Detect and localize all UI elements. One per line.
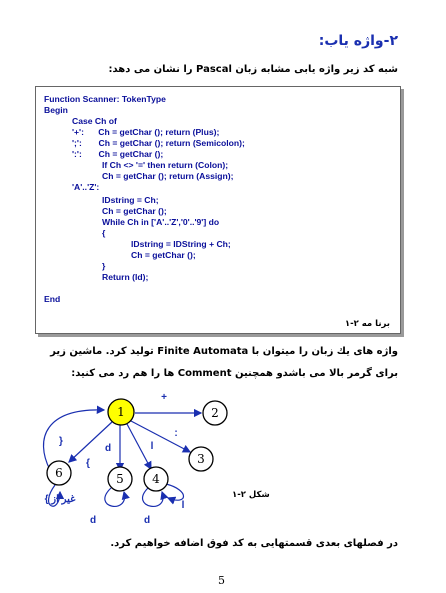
state-label: 5 <box>116 472 124 486</box>
edge-close-brace <box>44 410 104 470</box>
edge-label: : <box>174 428 178 439</box>
edge-open-brace <box>69 422 112 462</box>
code-line: IDstring = Ch; <box>102 195 159 205</box>
intro-text: شبه کد زیر واژه یابی مشابه زبان Pascal را نشان می دهد: <box>108 64 398 75</box>
finite-automaton-diagram <box>0 380 446 530</box>
edge-label: { <box>86 458 90 469</box>
code-line: '+': Ch = getChar (); return (Plus); <box>72 127 220 137</box>
code-line: If Ch <> '=' then return (Colon); <box>102 160 229 170</box>
code-line: { <box>102 228 106 238</box>
code-listing <box>36 87 400 333</box>
code-line: Return (Id); <box>102 272 149 282</box>
code-line: Case Ch of <box>72 116 117 126</box>
page-number: 5 <box>218 574 225 587</box>
edge-label: l <box>181 500 185 511</box>
state-label: 4 <box>152 472 160 486</box>
code-line: Ch = getChar (); return (Assign); <box>102 171 234 181</box>
edge-label: } <box>59 436 63 447</box>
edge-label: + <box>161 392 167 403</box>
edge-letter <box>127 424 151 469</box>
edge-label: d <box>89 515 97 526</box>
edge-label: l <box>150 441 154 452</box>
state-label: 1 <box>117 405 125 419</box>
code-line: Function Scanner: TokenType <box>44 94 166 104</box>
code-line: Ch = getChar (); <box>131 250 196 260</box>
code-line: ':': Ch = getChar (); <box>72 149 164 159</box>
code-line: While Ch in ['A'..'Z','0'..'9'] do <box>102 217 220 227</box>
paragraph: در فصلهای بعدی قسمتهایی به کد فوق اضافه خواهیم کرد. <box>110 538 398 549</box>
code-line: Ch = getChar (); <box>102 206 167 216</box>
figure-caption: شکل ۲-۱ <box>232 490 270 500</box>
code-line: ';': Ch = getChar (); return (Semicolon); <box>72 138 245 148</box>
code-line: 'A'..'Z': <box>72 182 100 192</box>
section-heading: ۲-واژه یاب: <box>318 33 398 49</box>
code-caption: برنا مه ۲-۱ <box>344 319 390 329</box>
edge-label: غیر از } <box>44 494 76 505</box>
state-label: 3 <box>197 452 205 466</box>
code-line: } <box>102 261 106 271</box>
code-line: IDstring = IDString + Ch; <box>131 239 231 249</box>
paragraph: واژه های یك زبان را میتوان با Finite Automata تولید کرد. ماشین زیر برای گرمر بالا می باشدو همچنین Comment ها را هم رد می کنید: <box>50 346 398 379</box>
edge-label: d <box>143 515 151 526</box>
code-listing-box <box>35 86 401 334</box>
code-line: End <box>44 294 61 304</box>
code-line: Begin <box>44 105 68 115</box>
state-label: 2 <box>211 406 219 420</box>
state-label: 6 <box>55 466 63 480</box>
edge-label: d <box>104 443 112 454</box>
loop-4-l <box>166 484 184 500</box>
